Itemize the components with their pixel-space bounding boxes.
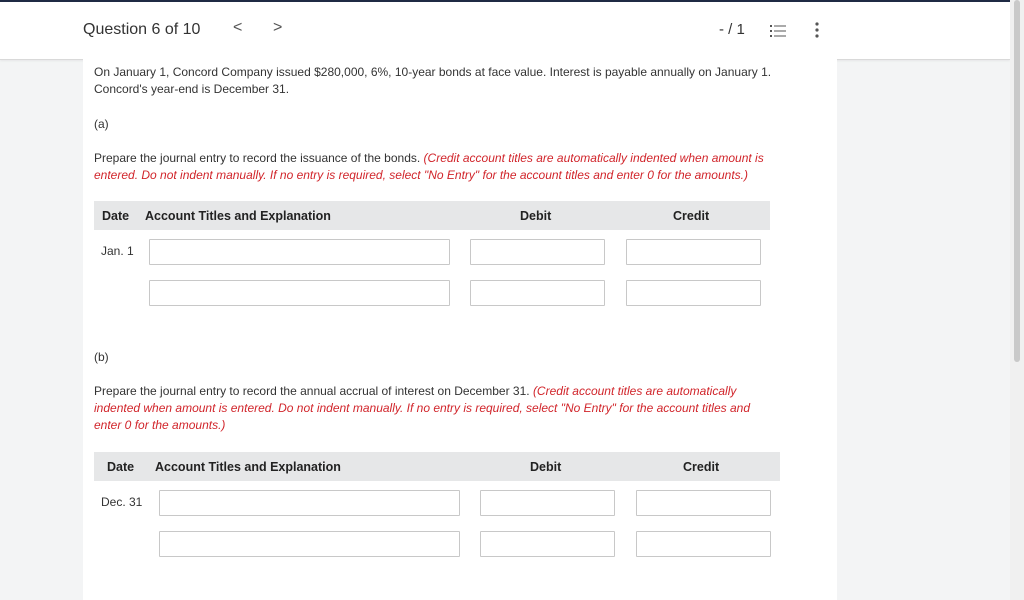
- col-debit: Debit: [520, 209, 552, 223]
- col-account: Account Titles and Explanation: [155, 460, 341, 474]
- part-a-credit-input-1[interactable]: [626, 239, 761, 265]
- previous-question-button[interactable]: <: [233, 19, 243, 36]
- part-b-debit-input-2[interactable]: [480, 531, 615, 557]
- col-date: Date: [107, 460, 135, 474]
- col-credit: Credit: [683, 460, 720, 474]
- part-b-debit-input-1[interactable]: [480, 490, 615, 516]
- part-b-date: Dec. 31: [101, 495, 143, 509]
- score-display: - / 1: [719, 21, 745, 38]
- problem-statement: On January 1, Concord Company issued $280,000, 6%, 10-year bonds at face value. Interest is payable annually on January 1. Concord's year-end is December 31.: [94, 65, 772, 96]
- next-question-button[interactable]: >: [273, 19, 283, 36]
- part-a-account-input-2[interactable]: [149, 280, 450, 306]
- part-a-credit-input-2[interactable]: [626, 280, 761, 306]
- top-bar: [0, 0, 1010, 60]
- question-counter: Question 6 of 10: [83, 21, 201, 38]
- part-b-table-header: [94, 452, 780, 481]
- part-a-debit-input-2[interactable]: [470, 280, 605, 306]
- part-b-account-input-2[interactable]: [159, 531, 460, 557]
- col-account: Account Titles and Explanation: [145, 209, 331, 223]
- col-credit: Credit: [673, 209, 710, 223]
- part-b-instructions: Prepare the journal entry to record the annual accrual of interest on December 31. (Credit account titles are automatically indented when amount is entered. Do not indent manually. If no entry is required, select "No Entry" for the account titles and enter 0 for the amounts.): [94, 384, 750, 432]
- part-a-account-input-1[interactable]: [149, 239, 450, 265]
- col-date: Date: [102, 209, 130, 223]
- part-b-account-input-1[interactable]: [159, 490, 460, 516]
- question-content: [83, 58, 837, 600]
- part-b-label: (b): [94, 350, 109, 364]
- part-a-debit-input-1[interactable]: [470, 239, 605, 265]
- part-a-instructions: Prepare the journal entry to record the issuance of the bonds. (Credit account titles are automatically indented when amount is entered. Do not indent manually. If no entry is required, select "No Entry" for the account titles and enter 0 for the amounts.): [94, 151, 764, 182]
- part-a-date: Jan. 1: [101, 244, 134, 258]
- part-a-label: (a): [94, 117, 109, 131]
- part-a-table-header: [94, 201, 770, 230]
- part-b-credit-input-2[interactable]: [636, 531, 771, 557]
- part-b-credit-input-1[interactable]: [636, 490, 771, 516]
- more-options-icon[interactable]: [815, 22, 819, 38]
- col-debit: Debit: [530, 460, 562, 474]
- question-list-icon[interactable]: [770, 24, 786, 38]
- scrollbar-thumb[interactable]: [1014, 0, 1020, 362]
